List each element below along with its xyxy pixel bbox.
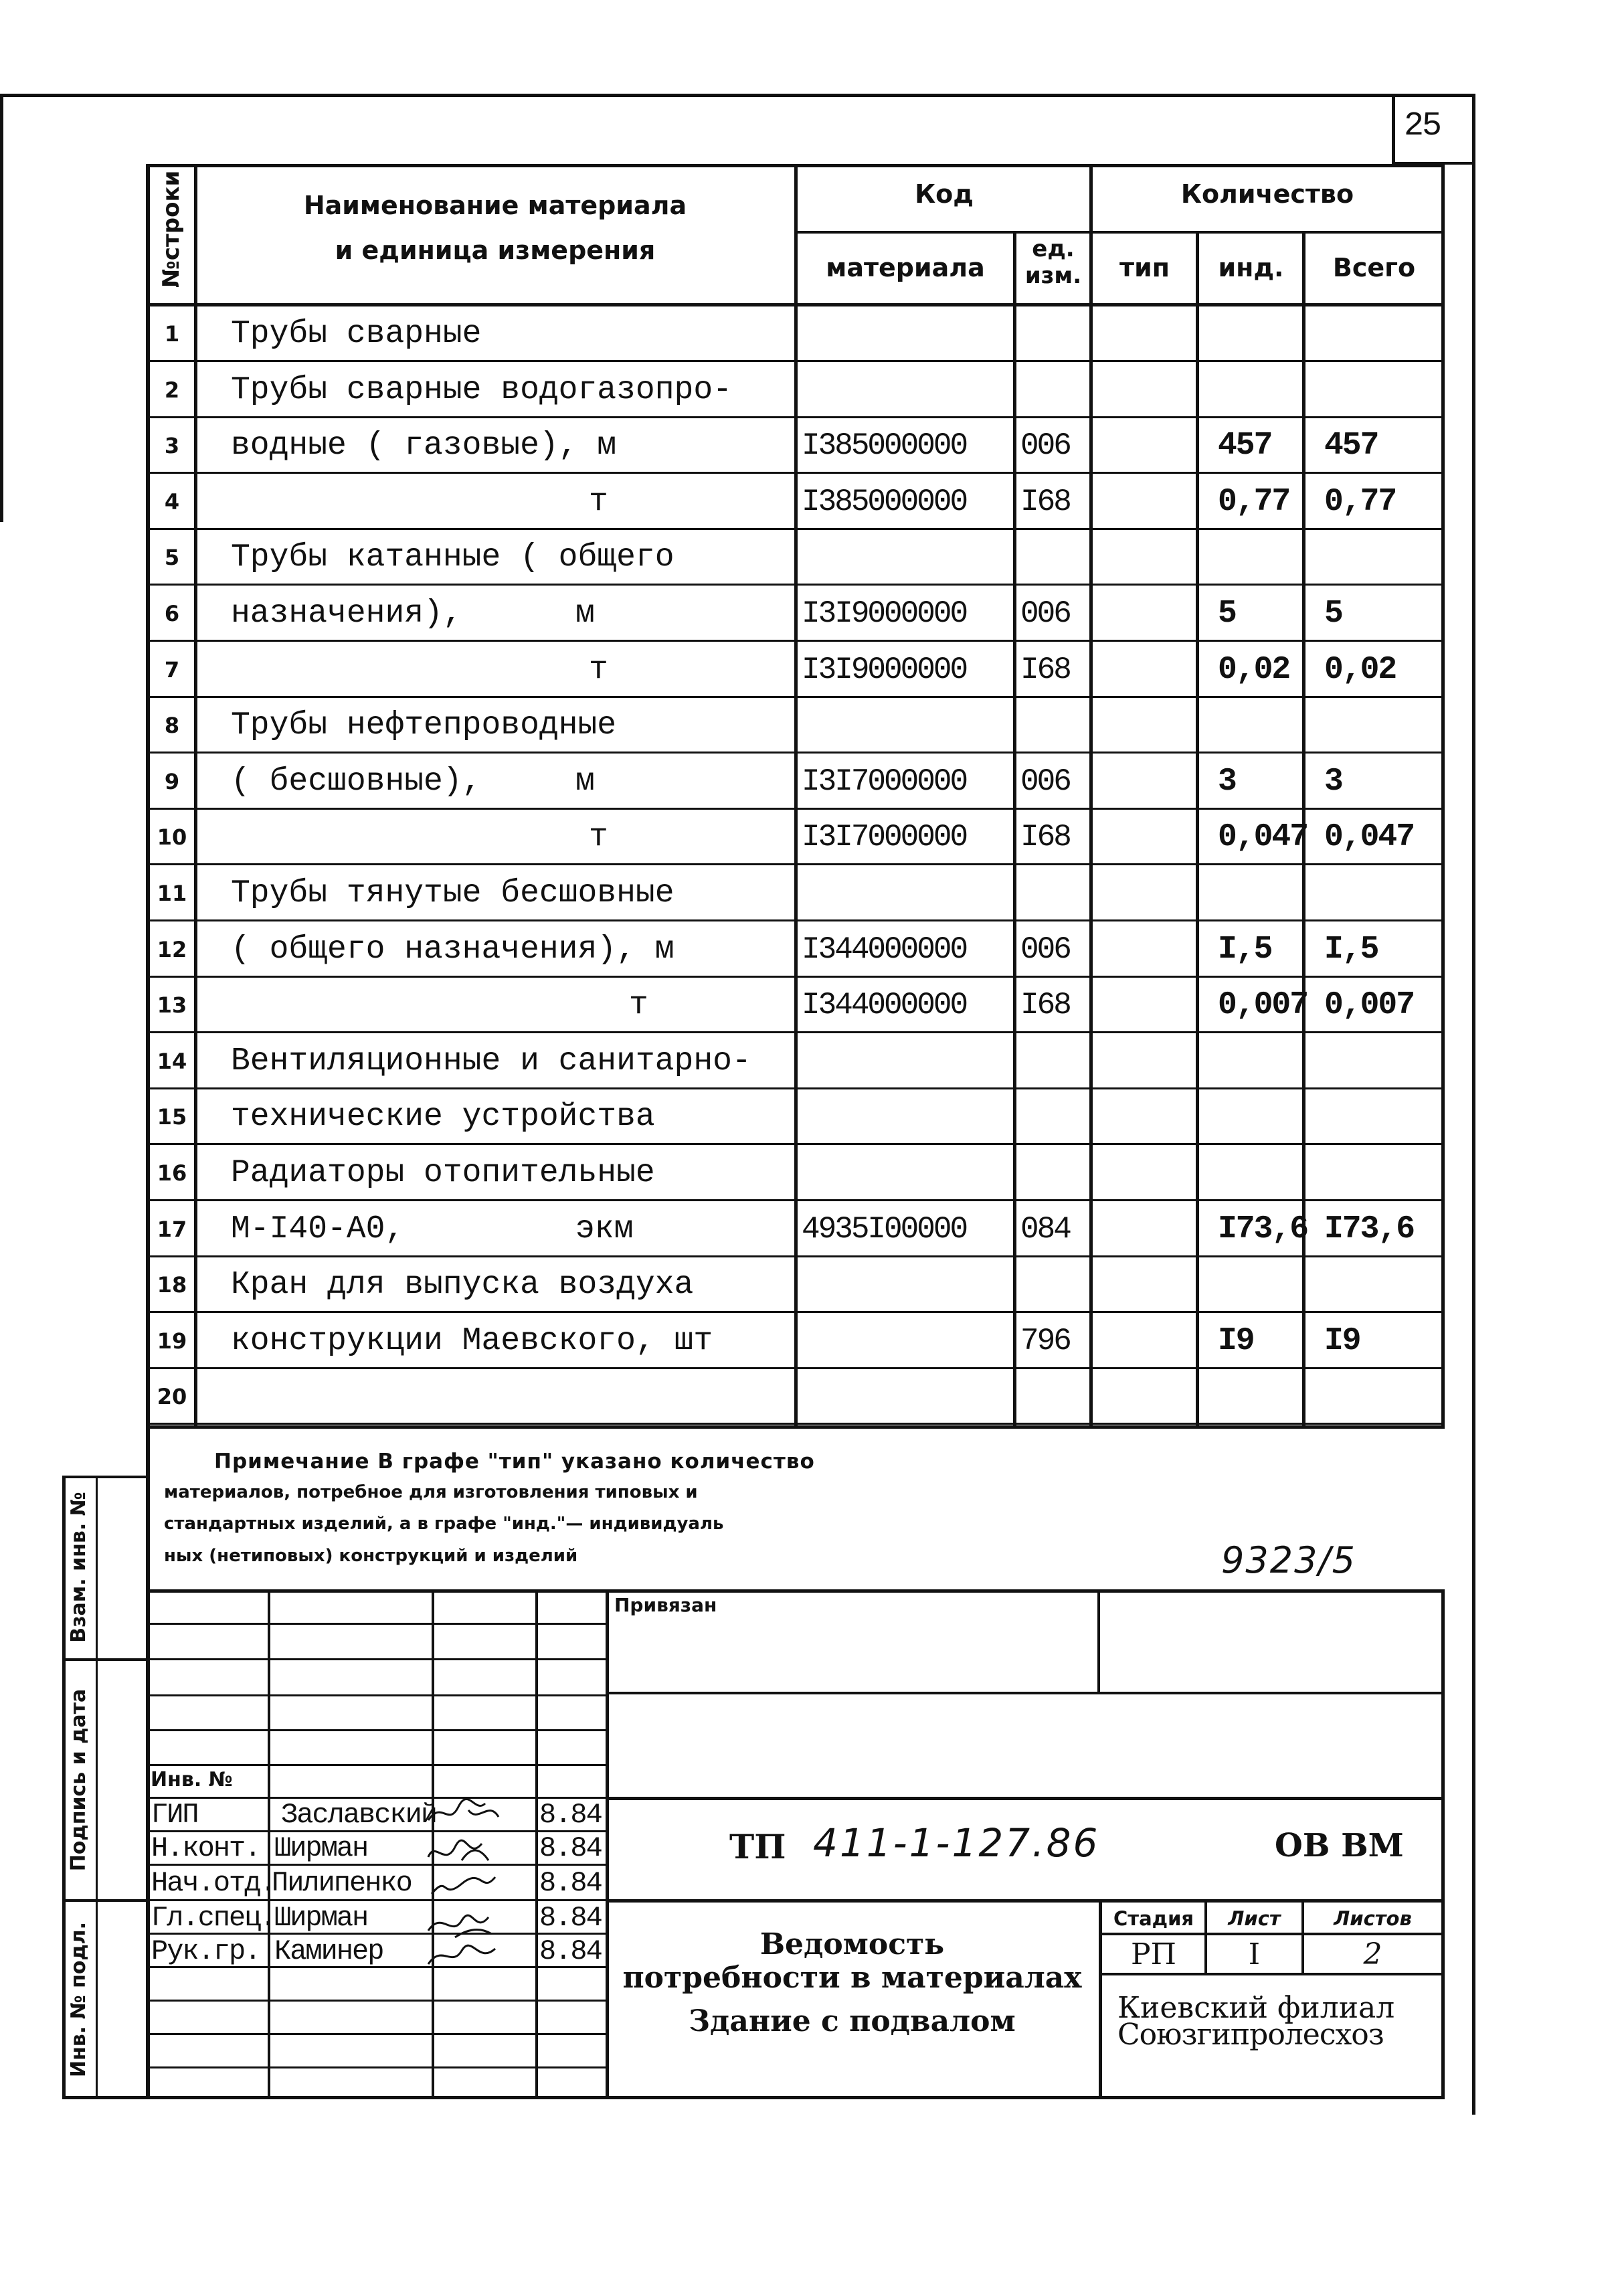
row-number: 8: [164, 713, 180, 738]
row-number: 19: [157, 1328, 187, 1354]
signatory-date: 8.84: [539, 1832, 602, 1864]
signatory-name: Пилипенко: [272, 1867, 412, 1899]
signatory-date: 8.84: [539, 1799, 602, 1831]
row-number: 4: [164, 489, 180, 515]
sig-row-14: [146, 2066, 608, 2068]
qty-type: [1093, 1201, 1209, 1257]
sig-col-1: [268, 1589, 270, 2096]
qty-total: [1305, 306, 1460, 362]
header-code-group: Код: [915, 179, 974, 209]
material-name: ( общего назначения), м: [231, 932, 674, 968]
project-prefix: ТП: [729, 1827, 786, 1866]
qty-total: I9: [1324, 1323, 1360, 1359]
outer-frame-right-line: [1472, 94, 1475, 2115]
qty-type: [1093, 754, 1209, 810]
material-name: Трубы катанные ( общего: [231, 539, 674, 576]
material-name: [197, 1369, 828, 1425]
material-code: 4935I00000: [802, 1212, 967, 1247]
material-code: I3I9000000: [802, 596, 967, 631]
material-name: Трубы тянутые бесшовные: [231, 875, 674, 911]
sig-row-4: [146, 1729, 608, 1731]
material-name: Радиаторы отопительные: [231, 1155, 655, 1191]
qty-ind: [1199, 1033, 1321, 1089]
qty-type: [1093, 529, 1209, 586]
material-code: I3I7000000: [802, 764, 967, 799]
stage-hdr-line: [1099, 1933, 1443, 1935]
outer-frame-left-line: [0, 94, 3, 522]
sig-row-5: [146, 1764, 608, 1766]
row-number: 6: [164, 601, 180, 626]
material-name: технические устройства: [231, 1099, 655, 1135]
header-code-material: материала: [826, 253, 985, 282]
material-code: I385000000: [802, 428, 967, 463]
qty-total: 3: [1324, 764, 1342, 800]
qty-type: [1093, 1313, 1209, 1369]
row-number: 7: [164, 657, 180, 683]
qty-type: [1093, 642, 1209, 698]
qty-total: [1305, 1369, 1460, 1425]
unit-code: 006: [1020, 596, 1070, 631]
qty-ind: [1199, 1369, 1321, 1425]
qty-total: 0,77: [1324, 484, 1396, 520]
stage-col-left: [1099, 1899, 1102, 2097]
title-block-top-line: [146, 1589, 1444, 1593]
material-code: I3I7000000: [802, 820, 967, 855]
row-number: 9: [164, 769, 180, 794]
header-name-line2: и единица измерения: [335, 236, 656, 265]
material-unit-label: экм: [575, 1211, 634, 1247]
stage-label: Стадия: [1113, 1907, 1194, 1930]
unit-code: I68: [1020, 652, 1070, 687]
material-name: Кран для выпуска воздуха: [231, 1267, 694, 1303]
material-unit-label: [569, 529, 709, 586]
page-number: 25: [1404, 107, 1441, 145]
qty-ind: [1199, 1257, 1321, 1313]
row-number: 5: [164, 545, 180, 570]
unit-code: [1016, 362, 1093, 418]
material-code: [798, 1033, 1017, 1089]
material-unit-label: [569, 418, 709, 474]
signatory-name: Каминер: [274, 1935, 383, 1967]
note-line-4: ных (нетиповых) конструкций и изделий: [164, 1546, 578, 1566]
qty-type: [1093, 474, 1209, 530]
qty-total: [1305, 362, 1460, 418]
material-unit-label: [569, 362, 709, 418]
material-code: [798, 1369, 1017, 1425]
sheets-label: Листов: [1334, 1907, 1412, 1930]
qty-total: 457: [1324, 428, 1378, 464]
qty-type: [1093, 1033, 1209, 1089]
material-name: Трубы сварные: [231, 316, 482, 352]
qty-ind: [1199, 865, 1321, 921]
material-unit-label: т: [629, 987, 648, 1023]
privyazan-label: Привязан: [614, 1594, 717, 1616]
row-number: 15: [157, 1104, 187, 1130]
unit-code: 006: [1020, 764, 1070, 799]
material-code: [798, 529, 1017, 586]
material-name: [197, 809, 828, 865]
project-suffix: ОВ ВМ: [1275, 1827, 1404, 1864]
sig-row-3: [146, 1694, 608, 1696]
material-unit-label: т: [589, 652, 608, 688]
material-code: I3I9000000: [802, 652, 967, 687]
material-name: Трубы нефтепроводные: [231, 707, 617, 743]
stage-bottom-line: [1099, 1973, 1443, 1975]
qty-ind: [1199, 1089, 1321, 1145]
material-name: назначения),: [231, 596, 462, 632]
project-row-bottom: [606, 1899, 1443, 1903]
qty-ind: 457: [1218, 428, 1272, 464]
qty-total: I73,6: [1324, 1211, 1415, 1247]
doc-title-line3: Здание с подвалом: [689, 2004, 1016, 2038]
page-number-box-left: [1392, 94, 1395, 164]
sig-row-1: [146, 1623, 608, 1625]
qty-ind: [1199, 529, 1321, 586]
table-body-bottom-line: [146, 1425, 1444, 1429]
sig-row-13: [146, 2033, 608, 2035]
material-code: [798, 1257, 1017, 1313]
org-line1: Киевский филиал: [1117, 1991, 1395, 2025]
qty-total: [1305, 1145, 1460, 1201]
material-unit-label: [569, 1313, 709, 1369]
material-unit-label: [569, 921, 709, 978]
project-row-top: [606, 1797, 1443, 1800]
side-label-replace-inv: Взам. инв. №: [67, 1492, 90, 1643]
project-code: 411-1-127.86: [813, 1820, 1100, 1866]
unit-code: 006: [1020, 428, 1070, 463]
qty-total: [1305, 697, 1460, 754]
qty-type: [1093, 586, 1209, 642]
qty-type: [1093, 697, 1209, 754]
material-unit-label: [555, 1369, 696, 1425]
unit-code: [1016, 697, 1093, 754]
header-qty-ind: инд.: [1218, 253, 1284, 282]
material-unit-label: [569, 697, 709, 754]
qty-type: [1093, 1089, 1209, 1145]
qty-total: 0,007: [1324, 987, 1415, 1023]
qty-total: [1305, 1089, 1460, 1145]
row-number: 18: [157, 1272, 187, 1298]
unit-code: I68: [1020, 484, 1070, 519]
side-strip-left-line: [62, 1476, 66, 2099]
sheets-value: 2: [1363, 1937, 1382, 1971]
sheet-label: Лист: [1228, 1907, 1281, 1930]
signatory-role: Рук.гр.: [151, 1935, 260, 1967]
title-block-bottom-line: [146, 2096, 1444, 2099]
qty-total: [1305, 529, 1460, 586]
unit-code: [1016, 1089, 1093, 1145]
qty-ind: 0,77: [1218, 484, 1290, 520]
qty-ind: [1199, 697, 1321, 754]
sig-row-12: [146, 2000, 608, 2002]
row-number: 13: [157, 992, 187, 1018]
qty-type: [1093, 1257, 1209, 1313]
material-name: М-I40-А0,: [231, 1211, 405, 1247]
qty-total: 0,047: [1324, 819, 1415, 855]
material-code: [798, 1145, 1017, 1201]
qty-ind: 0,02: [1218, 652, 1290, 688]
header-code-unit-1: ед.: [1032, 236, 1075, 262]
material-unit-label: [569, 1145, 709, 1201]
header-qty-total: Всего: [1332, 253, 1416, 282]
signatory-date: 8.84: [539, 1935, 602, 1967]
material-unit-label: [569, 306, 709, 362]
side-strip-inner-line: [96, 1476, 98, 2098]
qty-type: [1093, 1369, 1209, 1425]
qty-total: [1305, 1033, 1460, 1089]
qty-type: [1093, 921, 1209, 978]
unit-code: 796: [1020, 1324, 1070, 1358]
material-code: I344000000: [802, 932, 967, 967]
handwritten-signatures: [422, 1793, 555, 1967]
org-line2: Союзгипролесхоз: [1117, 2018, 1384, 2052]
unit-code: [1016, 1033, 1093, 1089]
signatory-name: Ширман: [274, 1902, 368, 1934]
material-code: [798, 306, 1017, 362]
material-unit-label: т: [589, 819, 608, 855]
qty-total: [1305, 865, 1460, 921]
material-name: водные ( газовые), м: [231, 428, 617, 464]
header-row-no: №строки: [158, 170, 185, 288]
row-number: 1: [164, 321, 180, 347]
sheet-value: I: [1248, 1937, 1261, 1971]
material-unit-label: [569, 1257, 709, 1313]
unit-code: I68: [1020, 820, 1070, 855]
side-label-sign-date: Подпись и дата: [67, 1688, 90, 1872]
title-block-right-line: [1441, 1589, 1445, 2099]
signatory-name: Заславский: [281, 1799, 437, 1831]
qty-ind: I,5: [1218, 932, 1272, 968]
doc-title-line1: Ведомость: [759, 1927, 945, 1961]
qty-ind: I9: [1218, 1323, 1254, 1359]
inv-no-label: Инв. №: [151, 1768, 233, 1791]
privyazan-divider: [1097, 1589, 1100, 1693]
row-number: 14: [157, 1049, 187, 1074]
qty-type: [1093, 362, 1209, 418]
material-code: [798, 697, 1017, 754]
header-qty-type: тип: [1119, 253, 1170, 282]
material-unit-label: м: [575, 596, 595, 632]
signatory-name: Ширман: [274, 1832, 368, 1864]
unit-code: [1016, 306, 1093, 362]
qty-total: 5: [1324, 596, 1342, 632]
header-name-line1: Наименование материала: [303, 191, 687, 220]
qty-total: [1305, 1257, 1460, 1313]
header-code-unit-2: изм.: [1024, 262, 1082, 289]
qty-ind: I73,6: [1218, 1211, 1308, 1247]
note-line-2: материалов, потребное для изготовления типовых и: [164, 1482, 698, 1502]
unit-code: [1016, 1369, 1093, 1425]
qty-ind: [1199, 1145, 1321, 1201]
header-subline: [794, 231, 1443, 234]
qty-type: [1093, 977, 1209, 1033]
material-code: [798, 865, 1017, 921]
side-strip-div-1: [62, 1658, 149, 1661]
row-number: 12: [157, 937, 187, 962]
unit-code: [1016, 865, 1093, 921]
material-code: I344000000: [802, 988, 967, 1023]
signatory-role: Нач.отд.: [151, 1867, 276, 1899]
unit-code: [1016, 1257, 1093, 1313]
qty-ind: 3: [1218, 764, 1236, 800]
side-label-inv-orig: Инв. № подл.: [67, 1921, 90, 2078]
qty-ind: [1199, 306, 1321, 362]
qty-type: [1093, 865, 1209, 921]
qty-ind: [1199, 362, 1321, 418]
qty-ind: 0,007: [1218, 987, 1308, 1023]
qty-type: [1093, 1145, 1209, 1201]
material-name: [197, 474, 828, 530]
material-unit-label: [569, 865, 709, 921]
doc-number: 9323/5: [1221, 1539, 1356, 1581]
row-number: 11: [157, 881, 187, 906]
qty-ind: 5: [1218, 596, 1236, 632]
signatory-role: ГИП: [151, 1799, 198, 1831]
material-unit-label: [569, 1089, 709, 1145]
row-number: 10: [157, 824, 187, 850]
note-line-3: стандартных изделий, а в графе "инд."— индивидуаль: [164, 1514, 724, 1534]
privyazan-bottom: [606, 1692, 1443, 1694]
unit-code: [1016, 1145, 1093, 1201]
material-code: [798, 1313, 1017, 1369]
signatory-date: 8.84: [539, 1902, 602, 1934]
material-name: Трубы сварные водогазопро-: [231, 372, 732, 408]
stage-value: РП: [1131, 1937, 1176, 1971]
material-code: [798, 362, 1017, 418]
row-number: 17: [157, 1217, 187, 1242]
qty-type: [1093, 418, 1209, 474]
row-number: 3: [164, 433, 180, 458]
qty-type: [1093, 809, 1209, 865]
signatory-role: Н.конт.: [151, 1832, 260, 1864]
material-name: конструкции Маевского, шт: [231, 1323, 713, 1359]
sig-row-2: [146, 1658, 608, 1660]
material-name: [197, 642, 828, 698]
doc-title-line2: потребности в материалах: [622, 1961, 1082, 1995]
signatory-role: Гл.спец.: [151, 1902, 276, 1934]
outer-frame-top-line: [0, 94, 1475, 97]
unit-code: 006: [1020, 932, 1070, 967]
material-name: Вентиляционные и санитарно-: [231, 1043, 751, 1079]
material-code: I385000000: [802, 484, 967, 519]
unit-code: I68: [1020, 988, 1070, 1023]
qty-ind: 0,047: [1218, 819, 1308, 855]
row-number: 20: [157, 1384, 187, 1409]
qty-total: 0,02: [1324, 652, 1396, 688]
material-name: ( бесшовные),: [231, 764, 482, 800]
row-number: 16: [157, 1160, 187, 1186]
material-code: [798, 1089, 1017, 1145]
unit-code: 084: [1020, 1212, 1070, 1247]
header-qty-group: Количество: [1180, 179, 1354, 209]
unit-code: [1016, 529, 1093, 586]
material-unit-label: м: [575, 764, 595, 800]
qty-type: [1093, 306, 1209, 362]
qty-total: I,5: [1324, 932, 1378, 968]
material-unit-label: т: [589, 484, 608, 520]
signatory-date: 8.84: [539, 1867, 602, 1899]
note-line-1: Примечание В графе "тип" указано количество: [214, 1449, 815, 1474]
row-number: 2: [164, 377, 180, 403]
material-unit-label: [569, 1033, 709, 1089]
